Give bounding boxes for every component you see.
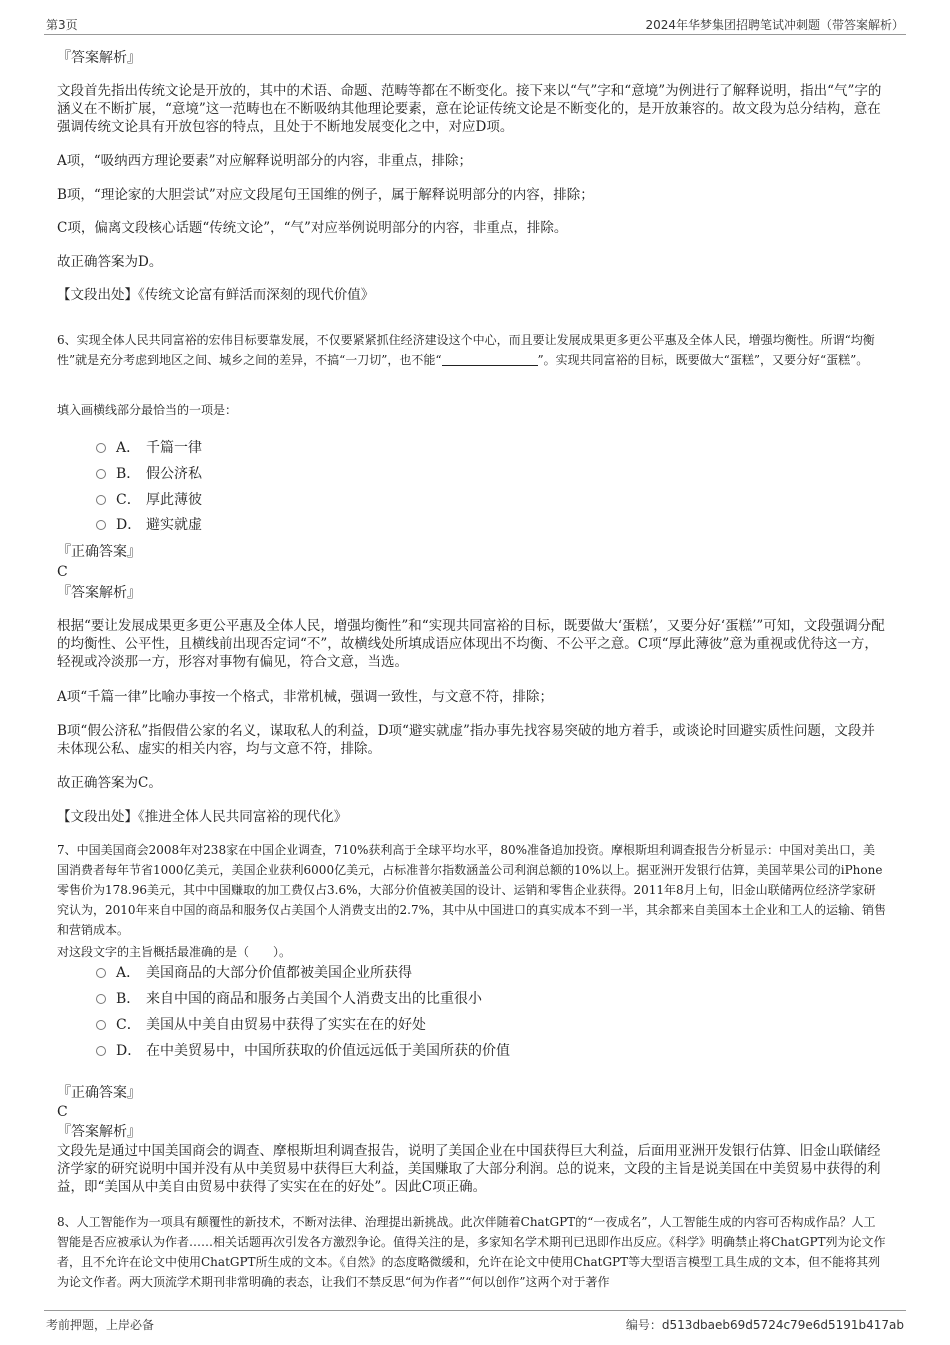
q5-analysis-text: 文段首先指出传统文论是开放的，其中的术语、命题、范畴等都在不断变化。接下来以“气”字和“意境”为例进行了解释说明，指出“气”字的涵义在不断扩展，“意境”这一范畴也在不断吸纳其他理论要素，意在论证传统文论是不断变化的，是开放兼容的。故文段为总分结构，意在强调传统文论具有开放包容的特点，且处于不断地发展变化之中，对应D项。 [57, 83, 882, 135]
q6-correct-label: 『正确答案』 [57, 544, 141, 560]
radio-icon[interactable] [96, 520, 106, 530]
q5-option-c-note: C项，偏离文段核心话题“传统文论”，“气”对应举例说明部分的内容，非重点，排除。 [57, 220, 568, 236]
q6-option-c[interactable]: C． 厚此薄彼 [96, 490, 202, 510]
q6-option-a-note: A项“千篇一律”比喻办事按一个格式，非常机械，强调一致性，与文意不符，排除； [57, 689, 554, 705]
radio-icon[interactable] [96, 968, 106, 978]
radio-icon[interactable] [96, 443, 106, 453]
q6-source: 【文段出处】《推进全体人民共同富裕的现代化》 [57, 809, 348, 825]
q6-option-b[interactable]: B． 假公济私 [96, 464, 202, 484]
radio-icon[interactable] [96, 495, 106, 505]
q7-answer: C [57, 1104, 68, 1120]
q6-option-a[interactable]: A． 千篇一律 [96, 438, 202, 458]
q6-conclusion: 故正确答案为C。 [57, 775, 162, 791]
fill-blank [442, 353, 538, 366]
q5-option-b-note: B项，“理论家的大胆尝试”对应文段尾句王国维的例子，属于解释说明部分的内容，排除； [57, 187, 594, 203]
q8-stem: 8、人工智能作为一项具有颠覆性的新技术，不断对法律、治理提出新挑战。此次伴随着ChatGPT的“一夜成名”，人工智能生成的内容可否构成作品？人工智能是否应被承认为作者……相关话题再次引发各方激烈争论。值得关注的是，多家知名学术期刊已迅即作出反应。《科学》明确禁止将ChatGPT列为论文作者，且不允许在论文中使用ChatGPT所生成的文本。《自然》的态度略微缓和，允许在论文中使用ChatGPT等大型语言模型工具生成的文本，但不能将其列为论文作者。两大顶流学术期刊非常明确的表态，让我们不禁反思“何为作者”“何以创作”这两个对于著作 [57, 1215, 886, 1289]
document-id: 编号：d513dbaeb69d5724c79e6d5191b417ab [625, 1318, 904, 1332]
footer-slogan: 考前押题，上岸必备 [46, 1318, 155, 1332]
q7-analysis-label: 『答案解析』 [57, 1124, 141, 1140]
q7-analysis-text: 文段先是通过中国美国商会的调查、摩根斯坦利调查报告，说明了美国企业在中国获得巨大利益，后面用亚洲开发银行估算、旧金山联储经济学家的研究说明中国并没有从中美贸易中获得巨大利益，美国赚取了大部分利润。总的说来，文段的主旨是说美国在中美贸易中获得的利益，即“美国从中美自由贸易中获得了实实在在的好处”。因此C项正确。 [57, 1143, 881, 1195]
page-footer [44, 1310, 906, 1333]
q6-option-bd-note: B项“假公济私”指假借公家的名义，谋取私人的利益，D项“避实就虚”指办事先找容易突破的地方着手，或谈论时回避实质性问题，文段并未体现公私、虚实的相关内容，均与文意不符，排除。 [57, 723, 875, 757]
q7-correct-label: 『正确答案』 [57, 1085, 141, 1101]
q6-analysis-label: 『答案解析』 [57, 585, 141, 601]
q5-analysis-label: 『答案解析』 [57, 50, 141, 66]
q6-analysis-text: 根据“要让发展成果更多更公平惠及全体人民，增强均衡性”和“实现共同富裕的目标，既要做大‘蛋糕’，又要分好‘蛋糕’”可知，文段强调分配的均衡性、公平性，且横线前出现否定词“不”，故横线处所填成语应体现出不均衡、不公平之意。C项“厚此薄彼”意为重视或优待这一方，轻视或冷淡那一方，形容对事物有偏见，符合文意，当选。 [57, 618, 885, 670]
q5-conclusion: 故正确答案为D。 [57, 254, 163, 270]
q6-prompt: 填入画横线部分最恰当的一项是： [57, 403, 238, 417]
q7-option-b[interactable]: B． 来自中国的商品和服务占美国个人消费支出的比重很小 [96, 989, 482, 1009]
q6-option-d[interactable]: D． 避实就虚 [96, 515, 202, 535]
q7-option-d[interactable]: D． 在中美贸易中，中国所获取的价值远远低于美国所获的价值 [96, 1041, 510, 1061]
q6-answer: C [57, 564, 68, 580]
q5-option-a-note: A项，“吸纳西方理论要素”对应解释说明部分的内容，非重点，排除； [57, 153, 473, 169]
q5-source: 【文段出处】《传统文论富有鲜活而深刻的现代价值》 [57, 287, 375, 303]
document-title: 2024年华梦集团招聘笔试冲刺题（带答案解析） [645, 18, 904, 32]
radio-icon[interactable] [96, 1020, 106, 1030]
page-number: 第3页 [46, 18, 78, 32]
q7-option-c[interactable]: C． 美国从中美自由贸易中获得了实实在在的好处 [96, 1015, 426, 1035]
radio-icon[interactable] [96, 1046, 106, 1056]
q7-prompt: 对这段文字的主旨概括最准确的是（ ）。 [57, 945, 292, 959]
page-header [44, 14, 906, 35]
radio-icon[interactable] [96, 994, 106, 1004]
radio-icon[interactable] [96, 469, 106, 479]
q6-stem: 6、实现全体人民共同富裕的宏伟目标要靠发展，不仅要紧紧抓住经济建设这个中心，而且要让发展成果更多更公平惠及全体人民，增强均衡性。所谓“均衡性”就是充分考虑到地区之间、城乡之间的差异，不搞“一刀切”，也不能“ ”。实现共同富裕的目标，既要做大“蛋糕”，又要分好“蛋糕”。 [57, 333, 875, 367]
q7-option-a[interactable]: A． 美国商品的大部分价值都被美国企业所获得 [96, 963, 412, 983]
q7-stem: 7、中国美国商会2008年对238家在中国企业调查，710%获利高于全球平均水平，80%准备追加投资。摩根斯坦利调查报告分析显示：中国对美出口，美国消费者每年节省1000亿美元，美国企业获利6000亿美元，占标准普尔指数涵盖公司利润总额的10%以上。据亚洲开发银行估算，美国苹果公司的iPhone零售价为178.96美元，其中中国赚取的加工费仅占3.6%，大部分价值被美国的设计、运销和零售企业获得。2011年8月上旬，旧金山联储两位经济学家研究认为，2010年来自中国的商品和服务仅占美国个人消费支出的2.7%，其中从中国进口的真实成本不到一半，其余都来自美国本土企业和工人的运输、销售和营销成本。 [57, 843, 887, 937]
